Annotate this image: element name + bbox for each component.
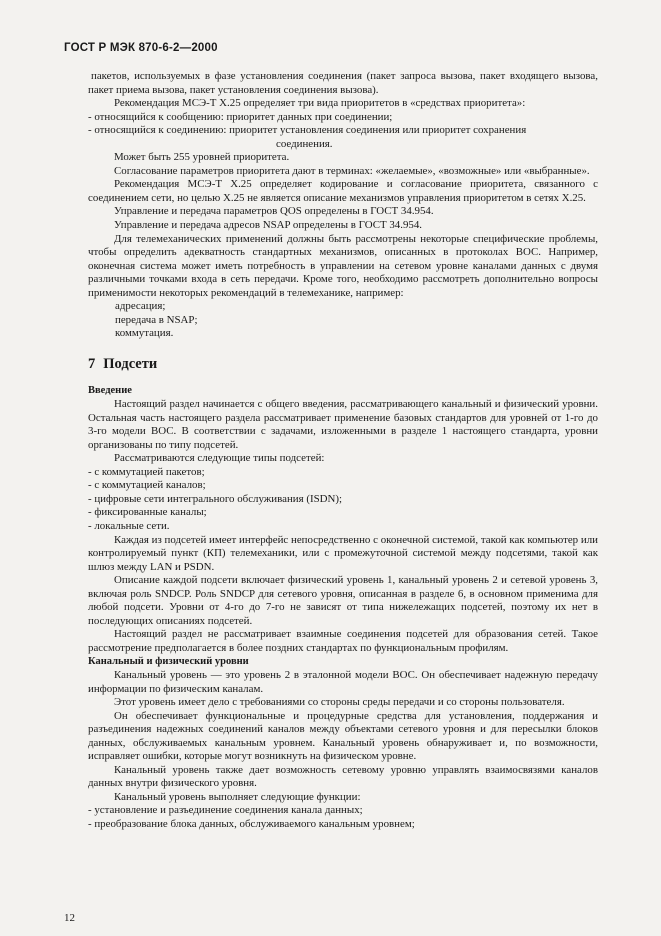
paragraph: Рассматриваются следующие типы подсетей: <box>114 452 325 465</box>
paragraph: Этот уровень имеет дело с требованиями со стороны среды передачи и со стороны пользователя. <box>114 696 565 709</box>
paragraph: Рекомендация МСЭ-Т X.25 определяет три вида приоритетов в «средствах приоритета»: <box>114 97 526 110</box>
list-entry: адресация; <box>115 300 166 313</box>
paragraph: Он обеспечивает функциональные и процедурные средства для установления, поддержания и разъединения надежных соединений каналов между объектами сетевого уровня и для пересылки блоков данных, обслуживаемых канальным уровнем. Канальный уровень обнаруживает и, по возможности, исправляет ошибки, которые могут возникнуть на физическом уровне. <box>88 709 598 763</box>
paragraph: Может быть 255 уровней приоритета. <box>114 151 290 164</box>
section-number: 7 <box>88 355 96 372</box>
subheading-intro: Введение <box>88 385 132 397</box>
list-item: - фиксированные каналы; <box>88 506 207 519</box>
list-item: - цифровые сети интегрального обслуживания (ISDN); <box>88 492 343 505</box>
list-item: - установление и разъединение соединения канала данных; <box>88 804 363 817</box>
text-block-c <box>88 669 598 832</box>
paragraph: пакетов, используемых в фазе установления соединения (пакет запроса вызова, пакет входящего вызова, пакет приема вызова, пакет установления соединения вызова). <box>88 70 598 96</box>
paragraph: Описание каждой подсети включает физический уровень 1, канальный уровень 2 и сетевой уровень 3, включая роль SNDCP. Роль SNDCP для сетевого уровня, описанная в разделе 6, в основном применима для любой подсети. Уровни от 4-го до 7-го не зависят от типа нижележащих подсетей, поэтому их нет в последующих описаниях подсетей. <box>88 574 598 627</box>
paragraph: Канальный уровень также дает возможность сетевому уровню управлять взаимосвязями каналов данных внутри физического уровня. <box>88 763 598 790</box>
list-item: - относящийся к сообщению: приоритет данных при соединении; <box>88 110 393 123</box>
list-item: - преобразование блока данных, обслуживаемого канальным уровнем; <box>88 817 415 830</box>
paragraph: Согласование параметров приоритета дают в терминах: «желаемые», «возможные» или «выбранные». <box>114 164 590 177</box>
list-item: - локальные сети. <box>88 519 170 532</box>
list-item: - с коммутацией каналов; <box>88 479 206 492</box>
paragraph: Для телемеханических применений должны быть рассмотрены некоторые специфические проблемы, чтобы определить адекватность стандартных механизмов, описанных в протоколах ВОС. Например, оконечная система может иметь потребность в управлении на сетевом уровне каналами данных с двумя различными точками входа в сеть передачи. Кроме того, необходимо рассмотреть дополнительно вопросы применимости некоторых рекомендаций в телемеханике, например: <box>88 232 598 299</box>
paragraph: соединения. <box>276 137 333 150</box>
paragraph: Управление и передача адресов NSAP определены в ГОСТ 34.954. <box>114 219 423 232</box>
page-body <box>88 70 598 832</box>
list-entry: передача в NSAP; <box>115 313 198 326</box>
list-item: - с коммутацией пакетов; <box>88 465 205 478</box>
document-header: ГОСТ Р МЭК 870-6-2—2000 <box>64 42 218 54</box>
page-number: 12 <box>64 912 75 924</box>
text-block-a <box>88 70 598 341</box>
paragraph: Канальный уровень выполняет следующие функции: <box>114 790 361 803</box>
text-block-b <box>88 398 598 655</box>
paragraph: Управление и передача параметров QOS определены в ГОСТ 34.954. <box>114 205 434 218</box>
section-heading <box>88 355 598 372</box>
paragraph: Канальный уровень — это уровень 2 в эталонной модели ВОС. Он обеспечивает надежную передачу информации по физическим каналам. <box>88 668 598 695</box>
list-item: - относящийся к соединению: приоритет установления соединения или приоритет сохранения <box>88 124 527 137</box>
section-title: Подсети <box>103 355 158 372</box>
paragraph: Настоящий раздел не рассматривает взаимные соединения подсетей для образования сетей. Такое рассмотрение предполагается в более поздних стандартах по функциональным профилям. <box>88 628 598 654</box>
list-entry: коммутация. <box>115 327 174 340</box>
paragraph: Каждая из подсетей имеет интерфейс непосредственно с оконечной системой, такой как компьютер или контролируемый пункт (КП) телемеханики, или с промежуточной системой между подсетями, такой как шлюз между LAN и PSDN. <box>88 533 598 573</box>
paragraph: Настоящий раздел начинается с общего введения, рассматривающего канальный и физический уровни. Остальная часть настоящего раздела рассматривает применение базовых стандартов для уровней от 1-го до 3-го модели ВОС. В соответствии с задачами, изложенными в разделе 1 настоящего стандарта, уровни организованы по типу подсетей. <box>88 398 598 451</box>
subheading-link-physical: Канальный и физический уровни <box>88 656 249 668</box>
paragraph: Рекомендация МСЭ-Т X.25 определяет кодирование и согласование приоритета, связанного с соединением сети, но целью X.25 не является описание механизмов управления приоритетом в сетях X.25. <box>88 178 598 204</box>
